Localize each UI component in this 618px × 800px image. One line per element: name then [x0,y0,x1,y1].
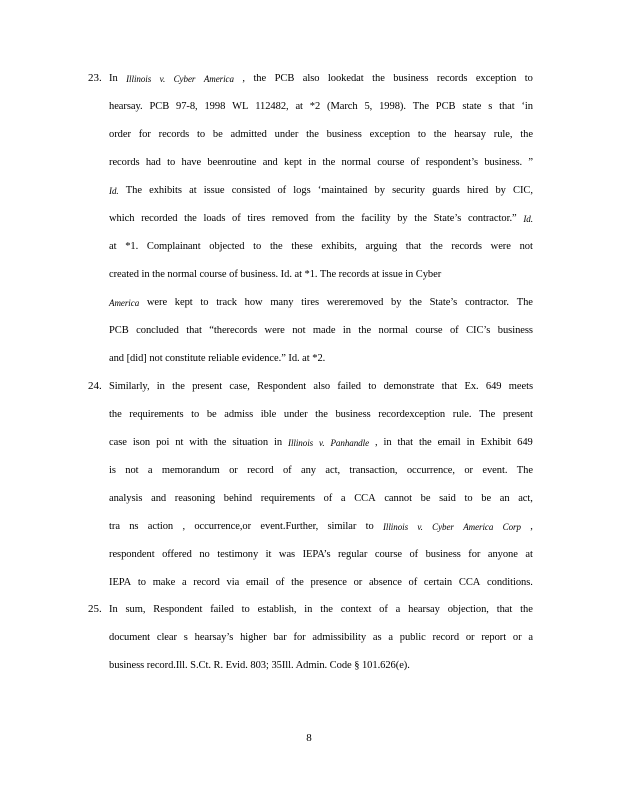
text-line: case ison poi nt with the situation in Illinois v. Panhandle , in that the email in Exhibit 649 [109,437,533,448]
text-line: at *1. Complainant objected to the these exhibits, arguing that the records were not [109,241,533,252]
text-line: is not a memorandum or record of any act, transaction, occurrence, or event. The [109,465,533,476]
text-line: document clear s hearsay’s higher bar for admissibility as a public record or report or a [109,632,533,643]
paragraph-number: 23. [88,72,102,84]
text-line: America were kept to track how many tires wereremoved by the State’s contractor. The [109,297,533,308]
text-line: created in the normal course of business. Id. at *1. The records at issue in Cyber [109,269,442,280]
text-line: which recorded the loads of tires removed from the facility by the State’s contractor.” Id. [109,213,533,224]
text-line: In Illinois v. Cyber America , the PCB also lookedat the business records exception to [109,73,533,84]
text-line: business record.Ill. S.Ct. R. Evid. 803; 35Ill. Admin. Code § 101.626(e). [109,660,410,671]
page-number: 8 [306,732,312,744]
text-line: order for records to be admitted under the business exception to the hearsay rule, the [109,129,533,140]
text-line: Similarly, in the present case, Respondent also failed to demonstrate that Ex. 649 meets [109,381,533,392]
paragraph-number: 25. [88,603,102,615]
text-line: PCB concluded that “therecords were not made in the normal course of CIC’s business [109,325,533,336]
text-line: and [did] not constitute reliable evidence.” Id. at *2. [109,353,326,364]
text-line: the requirements to be admiss ible under the business recordexception rule. The present [109,409,533,420]
paragraph-number: 24. [88,380,102,392]
text-line: records had to have beenroutine and kept in the normal course of respondent’s business. ” [109,157,533,168]
text-line: Id. The exhibits at issue consisted of logs ‘maintained by security guards hired by CIC, [109,185,533,196]
text-line: tra ns action , occurrence,or event.Further, similar to Illinois v. Cyber America Corp , [109,521,533,532]
text-line: In sum, Respondent failed to establish, in the context of a hearsay objection, that the [109,604,533,615]
text-line: analysis and reasoning behind requirements of a CCA cannot be said to be an act, [109,493,533,504]
text-line: hearsay. PCB 97-8, 1998 WL 112482, at *2 (March 5, 1998). The PCB state s that ‘in [109,101,533,112]
text-line: IEPA to make a record via email of the presence or absence of certain CCA conditions. [109,577,533,588]
text-line: respondent offered no testimony it was IEPA’s regular course of business for anyone at [109,549,533,560]
